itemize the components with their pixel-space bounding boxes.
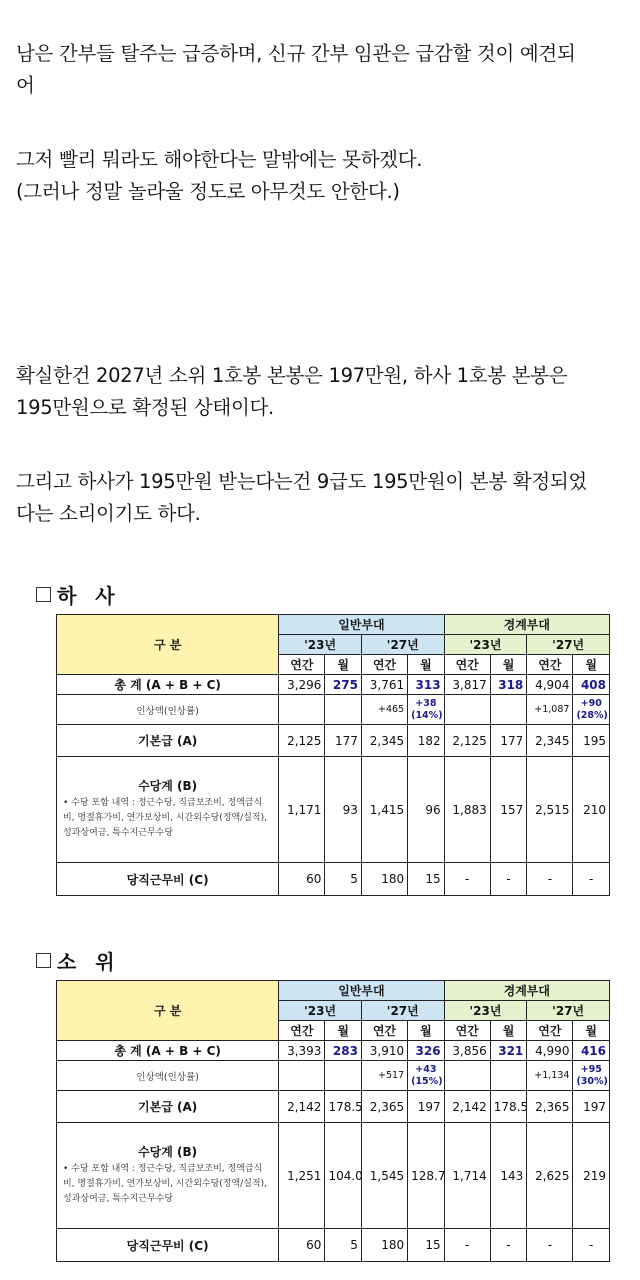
cell-increase-month (573, 1061, 610, 1091)
cell-value: 180 (361, 1229, 407, 1262)
row-label-allowance (57, 757, 279, 863)
cell-value: 3,910 (361, 1041, 407, 1061)
row-label-duty: 당직근무비 (C) (57, 1229, 279, 1262)
header-annual: 연간 (527, 655, 573, 675)
row-label-increase: 인상액(인상률) (57, 1061, 279, 1091)
section-title-text: 소 위 (57, 950, 121, 974)
cell-value: 2,625 (527, 1123, 573, 1229)
cell-empty (490, 695, 527, 725)
cell-value: 180 (361, 863, 407, 896)
cell-value: 326 (408, 1041, 445, 1061)
row-label-increase: 인상액(인상률) (57, 695, 279, 725)
cell-value: - (573, 863, 610, 896)
cell-increase-month (573, 695, 610, 725)
cell-value: 2,365 (527, 1091, 573, 1123)
cell-value: 177 (490, 725, 527, 757)
increase-value: +38 (415, 697, 437, 709)
row-label-allowance (57, 1123, 279, 1229)
cell-value: 96 (408, 757, 445, 863)
cell-value: - (444, 863, 490, 896)
header-monthly: 월 (490, 655, 527, 675)
header-monthly: 월 (490, 1021, 527, 1041)
cell-value: - (527, 1229, 573, 1262)
paragraph-line: (그러나 정말 놀라울 정도로 아무것도 안한다.) (16, 180, 400, 203)
cell-value: 195 (573, 725, 610, 757)
paragraph-1 (16, 38, 628, 102)
cell-value: +465 (361, 695, 407, 725)
paragraph-line: 남은 간부들 탈주는 급증하며, 신규 간부 임관은 급감할 것이 예견되 (16, 42, 576, 65)
header-monthly: 월 (325, 1021, 362, 1041)
header-annual: 연간 (361, 1021, 407, 1041)
header-guard: 경계부대 (444, 615, 609, 635)
cell-empty (325, 1061, 362, 1091)
paragraph-3 (16, 360, 628, 424)
cell-value: - (527, 863, 573, 896)
header-monthly: 월 (573, 1021, 610, 1041)
increase-value: +90 (580, 697, 602, 709)
cell-value: 4,990 (527, 1041, 573, 1061)
cell-value: 1,714 (444, 1123, 490, 1229)
cell-value: 182 (408, 725, 445, 757)
cell-value: +517 (361, 1061, 407, 1091)
cell-value: 15 (408, 863, 445, 896)
cell-value: 60 (279, 1229, 325, 1262)
cell-value: 5 (325, 863, 362, 896)
pay-table-second-lieutenant (56, 980, 610, 1262)
cell-empty (444, 695, 490, 725)
cell-value: 3,856 (444, 1041, 490, 1061)
cell-value: 283 (325, 1041, 362, 1061)
paragraph-line: 그저 빨리 뭐라도 해야한다는 말밖에는 못하겠다. (16, 148, 423, 171)
row-label-total: 총 계 (A + B + C) (57, 675, 279, 695)
header-monthly: 월 (408, 655, 445, 675)
cell-value: 5 (325, 1229, 362, 1262)
cell-value: 275 (325, 675, 362, 695)
cell-value: 3,761 (361, 675, 407, 695)
paragraph-line: 195만원으로 확정된 상태이다. (16, 396, 274, 419)
cell-value: 197 (573, 1091, 610, 1123)
paragraph-line: 다는 소리이기도 하다. (16, 502, 201, 525)
header-monthly: 월 (408, 1021, 445, 1041)
header-general: 일반부대 (279, 981, 444, 1001)
cell-value: 197 (408, 1091, 445, 1123)
cell-value: 2,345 (361, 725, 407, 757)
cell-value: - (444, 1229, 490, 1262)
allowance-note: • 수당 포함 내역 : 정근수당, 직급보조비, 정액급식비, 명절휴가비, 연가보상비, 시간외수당(정액/실적), 성과상여금, 특수지근무수당 (63, 1163, 267, 1204)
cell-value: 157 (490, 757, 527, 863)
cell-value: 104.0 (325, 1123, 362, 1229)
cell-value: - (490, 863, 527, 896)
cell-value: 210 (573, 757, 610, 863)
header-year: '27년 (361, 635, 444, 655)
header-label: 구 분 (57, 981, 279, 1041)
paragraph-2 (16, 144, 628, 208)
cell-increase-month (408, 1061, 445, 1091)
header-annual: 연간 (279, 1021, 325, 1041)
cell-increase-month (408, 695, 445, 725)
header-general: 일반부대 (279, 615, 444, 635)
allowance-note: • 수당 포함 내역 : 정근수당, 직급보조비, 정액급식비, 명절휴가비, 연가보상비, 시간외수당(정액/실적), 성과상여금, 특수지근무수당 (63, 797, 267, 838)
increase-value: +95 (580, 1063, 602, 1075)
cell-value: 2,515 (527, 757, 573, 863)
header-annual: 연간 (444, 1021, 490, 1041)
cell-value: 1,415 (361, 757, 407, 863)
section-title-second-lieutenant (36, 946, 121, 975)
cell-value: 1,251 (279, 1123, 325, 1229)
cell-value: 416 (573, 1041, 610, 1061)
header-annual: 연간 (527, 1021, 573, 1041)
header-year: '23년 (444, 1001, 527, 1021)
pay-table-sergeant (56, 614, 610, 896)
row-label-duty: 당직근무비 (C) (57, 863, 279, 896)
section-title-sergeant (36, 580, 121, 609)
header-annual: 연간 (444, 655, 490, 675)
checkbox-square-icon (36, 587, 51, 602)
cell-value: 1,883 (444, 757, 490, 863)
cell-value: 4,904 (527, 675, 573, 695)
cell-value: 93 (325, 757, 362, 863)
header-year: '23년 (444, 635, 527, 655)
header-annual: 연간 (279, 655, 325, 675)
cell-value: 408 (573, 675, 610, 695)
cell-value: - (573, 1229, 610, 1262)
paragraph-line: 그리고 하사가 195만원 받는다는건 9급도 195만원이 본봉 확정되었 (16, 470, 587, 493)
cell-value: 321 (490, 1041, 527, 1061)
cell-value: 3,817 (444, 675, 490, 695)
cell-value: 177 (325, 725, 362, 757)
cell-empty (279, 1061, 325, 1091)
cell-empty (279, 695, 325, 725)
increase-rate: (28%) (576, 709, 608, 721)
cell-value: 3,393 (279, 1041, 325, 1061)
cell-value: 2,345 (527, 725, 573, 757)
cell-value: 318 (490, 675, 527, 695)
cell-value: - (490, 1229, 527, 1262)
paragraph-line: 어 (16, 74, 35, 97)
header-year: '27년 (361, 1001, 444, 1021)
row-label-base: 기본급 (A) (57, 725, 279, 757)
cell-value: 3,296 (279, 675, 325, 695)
cell-value: 143 (490, 1123, 527, 1229)
cell-empty (490, 1061, 527, 1091)
cell-value: 2,125 (444, 725, 490, 757)
row-label-base: 기본급 (A) (57, 1091, 279, 1123)
paragraph-4 (16, 466, 628, 530)
header-annual: 연간 (361, 655, 407, 675)
cell-empty (444, 1061, 490, 1091)
cell-empty (325, 695, 362, 725)
increase-rate: (15%) (411, 1075, 443, 1087)
cell-value: 178.5 (490, 1091, 527, 1123)
header-monthly: 월 (573, 655, 610, 675)
header-year: '23년 (279, 635, 362, 655)
allowance-title: 수당계 (B) (138, 778, 198, 793)
cell-value: 2,142 (279, 1091, 325, 1123)
cell-value: 60 (279, 863, 325, 896)
cell-value: 1,545 (361, 1123, 407, 1229)
header-year: '27년 (527, 635, 610, 655)
row-label-total: 총 계 (A + B + C) (57, 1041, 279, 1061)
header-label: 구 분 (57, 615, 279, 675)
section-title-text: 하 사 (57, 584, 121, 608)
header-year: '23년 (279, 1001, 362, 1021)
cell-value: 2,125 (279, 725, 325, 757)
cell-value: +1,087 (527, 695, 573, 725)
paragraph-line: 확실한건 2027년 소위 1호봉 본봉은 197만원, 하사 1호봉 본봉은 (16, 364, 568, 387)
cell-value: 128.7 (408, 1123, 445, 1229)
cell-value: 2,142 (444, 1091, 490, 1123)
cell-value: 2,365 (361, 1091, 407, 1123)
increase-rate: (14%) (411, 709, 443, 721)
header-guard: 경계부대 (444, 981, 609, 1001)
header-monthly: 월 (325, 655, 362, 675)
increase-rate: (30%) (576, 1075, 608, 1087)
cell-value: 1,171 (279, 757, 325, 863)
cell-value: +1,134 (527, 1061, 573, 1091)
increase-value: +43 (415, 1063, 437, 1075)
header-year: '27년 (527, 1001, 610, 1021)
allowance-title: 수당계 (B) (138, 1144, 198, 1159)
cell-value: 313 (408, 675, 445, 695)
cell-value: 15 (408, 1229, 445, 1262)
cell-value: 178.5 (325, 1091, 362, 1123)
checkbox-square-icon (36, 953, 51, 968)
cell-value: 219 (573, 1123, 610, 1229)
